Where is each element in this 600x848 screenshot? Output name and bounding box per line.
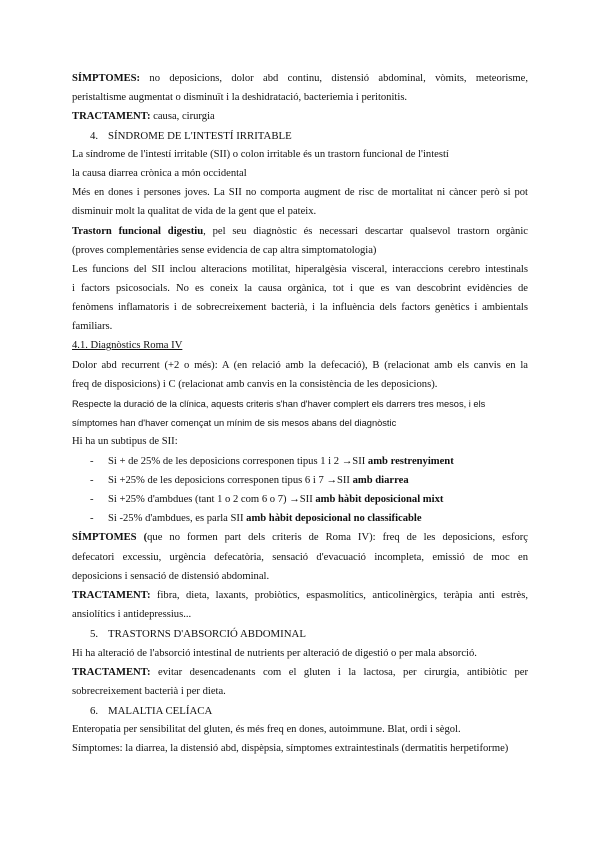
treatment-line: TRACTAMENT: evitar desencadenants com el gluten i la lactosa, per cirurgia, antibiòtic per <box>72 667 529 678</box>
section-heading-6: 6. MALALTIA CELÍACA <box>90 705 213 717</box>
paragraph-line: la causa diarrea crònica a món occidental <box>72 168 247 179</box>
paragraph-line: Trastorn funcional digestiu, pel seu diagnòstic és necessari descartar qualsevol trastorn orgànic <box>72 226 528 237</box>
symptoms-line: SÍMPTOMES (que no formen part dels criteris de Roma IV): freq de les deposicions, esforç <box>72 532 529 543</box>
paragraph-line: Les funcions del SII inclou alteracions motilitat, hiperalgèsia visceral, interaccions cerebro intestinals <box>72 264 528 275</box>
paragraph-line: (proves complementàries sense evidencia de cap altra simptomatologia) <box>72 245 377 256</box>
symptoms-line: deposicions i sensació de distensió abdominal. <box>72 571 270 582</box>
paragraph-line: La síndrome de l'intestí irritable (SII) o colon irritable és un trastorn funcional de l'intestí <box>72 149 449 160</box>
list-item: - Si -25% d'ambdues, es parla SII amb hàbit deposicional no classificable <box>90 513 422 524</box>
list-item: - Si + de 25% de les deposicions corresponen tipus 1 i 2 →SII amb restrenyiment <box>90 456 454 467</box>
treatment-line: TRACTAMENT: fibra, dieta, laxants, probiòtics, espasmolítics, anticolinèrgics, teràpia anti estrès, <box>72 590 528 601</box>
symptoms-line-2: peristaltisme augmentat o disminuït i la deshidratació, bacteriemia i peritonitis. <box>72 92 408 103</box>
paragraph-line: fenòmens inflamatoris i de sobrecreixement bacterià, i la influència dels factors genètics i ambientals <box>72 302 528 313</box>
section-heading-5: 5. TRASTORNS D'ABSORCIÓ ABDOMINAL <box>90 628 306 640</box>
paragraph-line: disminuir molt la qualitat de vida de la gent que el pateix. <box>72 206 317 217</box>
treatment-line: TRACTAMENT: causa, cirurgia <box>72 111 215 122</box>
paragraph-line: Enteropatia per sensibilitat del gluten, és més freq en dones, autoimmune. Blat, ordi i sègol. <box>72 724 461 735</box>
paragraph-line: i factors psicosocials. No es coneix la causa orgànica, tot i que es van descobrint evidències de <box>72 283 528 294</box>
subsection-heading: 4.1. Diagnòstics Roma IV <box>72 340 183 351</box>
symptoms-line: SÍMPTOMES: no deposicions, dolor abd continu, distensió abdominal, vòmits, meteorisme, <box>72 73 528 84</box>
paragraph-line: Més en dones i persones joves. La SII no comporta augment de risc de mortalitat ni càncer però si pot <box>72 187 528 198</box>
section-heading-4: 4. SÍNDROME DE L'INTESTÍ IRRITABLE <box>90 130 292 142</box>
paragraph-line: símptomes han d'haver començat un mínim de sis mesos abans del diagnòstic <box>72 418 397 428</box>
paragraph-line: Dolor abd recurrent (+2 o més): A (en relació amb la defecació), B (relacionat amb els canvis en la <box>72 360 528 371</box>
paragraph-line: familiars. <box>72 321 113 332</box>
list-item: - Si +25% de les deposicions corresponen tipus 6 i 7 →SII amb diarrea <box>90 475 409 486</box>
symptoms-line: defecatori excessiu, urgència defecatòria, sensació d'evacuació incompleta, emissió de moc en <box>72 552 528 563</box>
paragraph-line: Símptomes: la diarrea, la distensió abd, dispèpsia, símptomes extraintestinals (dermatitis herpetiforme) <box>72 743 509 754</box>
paragraph-line: freq de disposicions) i C (relacionat amb canvis en la consistència de les deposicions). <box>72 379 438 390</box>
paragraph-line: Hi ha alteració de l'absorció intestinal de nutrients per alteració de digestió o per mala absorció. <box>72 648 477 659</box>
treatment-line: sobrecreixement bacterià i per dieta. <box>72 686 226 697</box>
list-item: - Si +25% d'ambdues (tant 1 o 2 com 6 o 7) →SII amb hàbit deposicional mixt <box>90 494 444 505</box>
treatment-line: ansiolítics i antidepressius... <box>72 609 192 620</box>
paragraph-line: Respecte la duració de la clínica, aquests criteris s'han d'haver complert els darrers tres mesos, i els <box>72 399 486 409</box>
paragraph-line: Hi ha un subtipus de SII: <box>72 436 178 447</box>
